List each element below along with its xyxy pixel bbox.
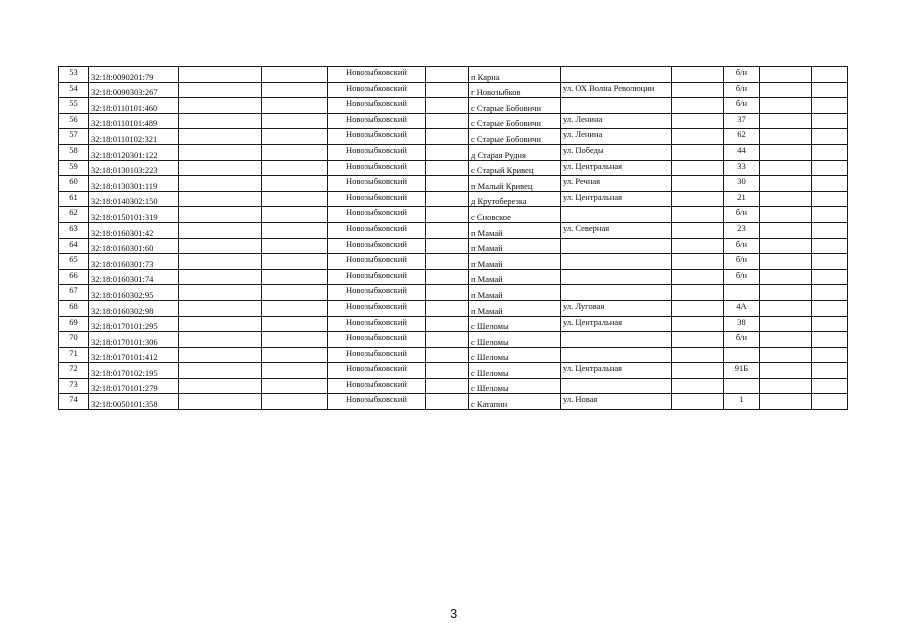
district-cell: Новозыбковский [328,67,426,83]
empty-cell [426,378,469,394]
row-number-cell: 55 [59,98,89,114]
row-number-cell: 64 [59,238,89,254]
empty-cell [179,176,262,192]
house-number-cell: 91Б [724,363,760,379]
cadastral-number-cell: 32:18:0110102:321 [89,129,179,145]
cadastral-number-cell: 32:18:0160301:74 [89,269,179,285]
district-cell: Новозыбковский [328,176,426,192]
empty-cell [812,82,848,98]
locality-cell: с Старые Бобовичи [469,98,561,114]
empty-cell [262,129,328,145]
house-number-cell: 1 [724,394,760,410]
empty-cell [179,316,262,332]
row-number-cell: 67 [59,285,89,301]
district-cell: Новозыбковский [328,316,426,332]
cadastral-number-cell: 32:18:0140302:150 [89,191,179,207]
cadastral-number-cell: 32:18:0170101:412 [89,347,179,363]
house-number-cell: 4А [724,300,760,316]
row-number-cell: 61 [59,191,89,207]
empty-cell [179,378,262,394]
district-cell: Новозыбковский [328,144,426,160]
locality-cell: с Сновское [469,207,561,223]
table-row [59,191,848,207]
house-number-cell: 62 [724,129,760,145]
table-row [59,347,848,363]
district-cell: Новозыбковский [328,363,426,379]
street-cell [561,269,672,285]
table-row [59,129,848,145]
empty-cell [760,222,812,238]
district-cell: Новозыбковский [328,82,426,98]
empty-cell [760,269,812,285]
row-number-cell: 54 [59,82,89,98]
house-number-cell: б/н [724,67,760,83]
empty-cell [812,98,848,114]
empty-cell [760,144,812,160]
empty-cell [672,316,724,332]
table-row [59,82,848,98]
street-cell: ул. Новая [561,394,672,410]
empty-cell [426,207,469,223]
table-row [59,67,848,83]
empty-cell [760,176,812,192]
empty-cell [262,67,328,83]
locality-cell: с Катапин [469,394,561,410]
empty-cell [179,347,262,363]
empty-cell [672,394,724,410]
empty-cell [812,67,848,83]
cadastral-number-cell: 32:18:0130301:119 [89,176,179,192]
empty-cell [179,394,262,410]
cadastral-number-cell: 32:18:0110101:460 [89,98,179,114]
house-number-cell: 37 [724,113,760,129]
empty-cell [760,160,812,176]
empty-cell [262,191,328,207]
locality-cell: с Шеломы [469,347,561,363]
empty-cell [426,191,469,207]
empty-cell [672,222,724,238]
empty-cell [426,394,469,410]
empty-cell [179,363,262,379]
empty-cell [812,222,848,238]
empty-cell [426,254,469,270]
cadastral-number-cell: 32:18:0050101:358 [89,394,179,410]
empty-cell [262,363,328,379]
empty-cell [672,191,724,207]
cadastral-number-cell: 32:18:0090303:267 [89,82,179,98]
row-number-cell: 69 [59,316,89,332]
empty-cell [672,160,724,176]
row-number-cell: 62 [59,207,89,223]
house-number-cell: 33 [724,160,760,176]
empty-cell [179,113,262,129]
locality-cell: п Мамай [469,238,561,254]
street-cell: ул. Ленина [561,113,672,129]
district-cell: Новозыбковский [328,238,426,254]
empty-cell [812,129,848,145]
table-row [59,207,848,223]
locality-cell: п Малый Кривец [469,176,561,192]
street-cell [561,207,672,223]
empty-cell [179,238,262,254]
empty-cell [672,332,724,348]
empty-cell [672,98,724,114]
registry-table [58,66,848,410]
empty-cell [262,222,328,238]
house-number-cell: б/н [724,332,760,348]
empty-cell [179,285,262,301]
street-cell [561,254,672,270]
empty-cell [672,144,724,160]
row-number-cell: 74 [59,394,89,410]
empty-cell [179,207,262,223]
table-row [59,300,848,316]
empty-cell [262,98,328,114]
empty-cell [262,144,328,160]
empty-cell [179,67,262,83]
locality-cell: с Шеломы [469,378,561,394]
table-row [59,176,848,192]
table-row [59,222,848,238]
empty-cell [760,394,812,410]
locality-cell: д Старая Рудня [469,144,561,160]
cadastral-number-cell: 32:18:0160302:95 [89,285,179,301]
street-cell [561,67,672,83]
empty-cell [262,394,328,410]
empty-cell [262,238,328,254]
row-number-cell: 66 [59,269,89,285]
row-number-cell: 72 [59,363,89,379]
empty-cell [812,394,848,410]
table-row [59,160,848,176]
empty-cell [426,316,469,332]
street-cell [561,332,672,348]
street-cell: ул. Центральная [561,363,672,379]
locality-cell: д Крутоберезка [469,191,561,207]
empty-cell [672,113,724,129]
house-number-cell: 44 [724,144,760,160]
empty-cell [179,332,262,348]
empty-cell [426,160,469,176]
empty-cell [812,378,848,394]
house-number-cell: б/н [724,98,760,114]
table-row [59,394,848,410]
empty-cell [672,207,724,223]
house-number-cell: 21 [724,191,760,207]
empty-cell [812,363,848,379]
empty-cell [672,254,724,270]
cadastral-number-cell: 32:18:0120301:122 [89,144,179,160]
street-cell [561,285,672,301]
empty-cell [426,144,469,160]
row-number-cell: 63 [59,222,89,238]
empty-cell [426,129,469,145]
row-number-cell: 60 [59,176,89,192]
empty-cell [672,82,724,98]
empty-cell [262,207,328,223]
district-cell: Новозыбковский [328,98,426,114]
row-number-cell: 57 [59,129,89,145]
registry-table-body [59,67,848,410]
cadastral-number-cell: 32:18:0160301:73 [89,254,179,270]
district-cell: Новозыбковский [328,160,426,176]
locality-cell: п Мамай [469,254,561,270]
empty-cell [812,144,848,160]
house-number-cell: 23 [724,222,760,238]
locality-cell: п Мамай [469,222,561,238]
street-cell: ул. Речная [561,176,672,192]
empty-cell [760,363,812,379]
empty-cell [179,144,262,160]
empty-cell [262,269,328,285]
cadastral-number-cell: 32:18:0170101:295 [89,316,179,332]
street-cell: ул. Ленина [561,129,672,145]
empty-cell [179,191,262,207]
row-number-cell: 70 [59,332,89,348]
empty-cell [426,82,469,98]
empty-cell [672,238,724,254]
street-cell [561,238,672,254]
cadastral-number-cell: 32:18:0160302:98 [89,300,179,316]
empty-cell [760,67,812,83]
house-number-cell [724,285,760,301]
empty-cell [426,300,469,316]
district-cell: Новозыбковский [328,269,426,285]
street-cell [561,378,672,394]
empty-cell [179,269,262,285]
empty-cell [262,316,328,332]
row-number-cell: 73 [59,378,89,394]
empty-cell [426,113,469,129]
district-cell: Новозыбковский [328,191,426,207]
row-number-cell: 68 [59,300,89,316]
empty-cell [426,332,469,348]
street-cell [561,98,672,114]
empty-cell [262,300,328,316]
locality-cell: с Старые Бобовичи [469,129,561,145]
locality-cell: п Мамай [469,285,561,301]
empty-cell [760,254,812,270]
street-cell: ул. Центральная [561,191,672,207]
district-cell: Новозыбковский [328,113,426,129]
table-row [59,238,848,254]
cadastral-number-cell: 32:18:0170101:279 [89,378,179,394]
row-number-cell: 53 [59,67,89,83]
empty-cell [760,347,812,363]
empty-cell [426,347,469,363]
empty-cell [672,347,724,363]
empty-cell [262,378,328,394]
empty-cell [179,160,262,176]
empty-cell [812,332,848,348]
empty-cell [262,254,328,270]
street-cell [561,347,672,363]
locality-cell: г Новозыбков [469,82,561,98]
empty-cell [812,254,848,270]
empty-cell [760,316,812,332]
row-number-cell: 65 [59,254,89,270]
row-number-cell: 59 [59,160,89,176]
district-cell: Новозыбковский [328,378,426,394]
district-cell: Новозыбковский [328,347,426,363]
empty-cell [262,82,328,98]
empty-cell [672,129,724,145]
empty-cell [262,285,328,301]
empty-cell [672,363,724,379]
house-number-cell: б/н [724,82,760,98]
table-row [59,285,848,301]
table-row [59,378,848,394]
district-cell: Новозыбковский [328,207,426,223]
district-cell: Новозыбковский [328,300,426,316]
table-row [59,254,848,270]
empty-cell [262,176,328,192]
district-cell: Новозыбковский [328,394,426,410]
empty-cell [812,285,848,301]
empty-cell [812,191,848,207]
empty-cell [426,269,469,285]
cadastral-number-cell: 32:18:0090201:79 [89,67,179,83]
house-number-cell: б/н [724,269,760,285]
empty-cell [812,207,848,223]
empty-cell [812,269,848,285]
empty-cell [812,238,848,254]
empty-cell [262,332,328,348]
empty-cell [426,285,469,301]
cadastral-number-cell: 32:18:0130103:223 [89,160,179,176]
district-cell: Новозыбковский [328,254,426,270]
street-cell: ул. Центральная [561,160,672,176]
street-cell: ул. Северная [561,222,672,238]
locality-cell: с Шеломы [469,363,561,379]
empty-cell [672,67,724,83]
house-number-cell [724,378,760,394]
table-row [59,316,848,332]
street-cell: ул. Луговая [561,300,672,316]
locality-cell: п Мамай [469,269,561,285]
empty-cell [672,285,724,301]
empty-cell [812,160,848,176]
empty-cell [760,113,812,129]
district-cell: Новозыбковский [328,285,426,301]
cadastral-number-cell: 32:18:0170102:195 [89,363,179,379]
empty-cell [760,238,812,254]
empty-cell [262,113,328,129]
house-number-cell: б/н [724,207,760,223]
street-cell: ул. Центральная [561,316,672,332]
empty-cell [760,82,812,98]
row-number-cell: 56 [59,113,89,129]
page-number: 3 [450,606,458,621]
row-number-cell: 71 [59,347,89,363]
street-cell: ул. Победы [561,144,672,160]
empty-cell [672,269,724,285]
empty-cell [179,82,262,98]
empty-cell [760,129,812,145]
table-row [59,113,848,129]
house-number-cell: 38 [724,316,760,332]
empty-cell [426,67,469,83]
locality-cell: с Старый Кривец [469,160,561,176]
empty-cell [812,316,848,332]
cadastral-number-cell: 32:18:0160301:42 [89,222,179,238]
locality-cell: с Шеломы [469,316,561,332]
empty-cell [426,176,469,192]
street-cell: ул. ОХ Волна Революции [561,82,672,98]
empty-cell [812,176,848,192]
house-number-cell: б/н [724,238,760,254]
locality-cell: с Шеломы [469,332,561,348]
district-cell: Новозыбковский [328,129,426,145]
empty-cell [262,160,328,176]
empty-cell [812,113,848,129]
locality-cell: п Мамай [469,300,561,316]
row-number-cell: 58 [59,144,89,160]
empty-cell [426,222,469,238]
house-number-cell: б/н [724,254,760,270]
table-row [59,269,848,285]
table-row [59,98,848,114]
empty-cell [812,347,848,363]
house-number-cell: 30 [724,176,760,192]
table-row [59,144,848,160]
empty-cell [760,191,812,207]
district-cell: Новозыбковский [328,222,426,238]
empty-cell [179,129,262,145]
empty-cell [760,285,812,301]
empty-cell [760,378,812,394]
cadastral-number-cell: 32:18:0110101:489 [89,113,179,129]
empty-cell [760,332,812,348]
locality-cell: п Карна [469,67,561,83]
empty-cell [760,207,812,223]
empty-cell [760,300,812,316]
cadastral-number-cell: 32:18:0170101:306 [89,332,179,348]
empty-cell [672,378,724,394]
empty-cell [179,300,262,316]
empty-cell [760,98,812,114]
table-row [59,363,848,379]
empty-cell [426,238,469,254]
empty-cell [179,222,262,238]
empty-cell [812,300,848,316]
locality-cell: с Старые Бобовичи [469,113,561,129]
empty-cell [179,254,262,270]
empty-cell [672,300,724,316]
house-number-cell [724,347,760,363]
cadastral-number-cell: 32:18:0150101:319 [89,207,179,223]
table-row [59,332,848,348]
empty-cell [179,98,262,114]
district-cell: Новозыбковский [328,332,426,348]
empty-cell [426,363,469,379]
cadastral-number-cell: 32:18:0160301:60 [89,238,179,254]
empty-cell [672,176,724,192]
empty-cell [426,98,469,114]
empty-cell [262,347,328,363]
